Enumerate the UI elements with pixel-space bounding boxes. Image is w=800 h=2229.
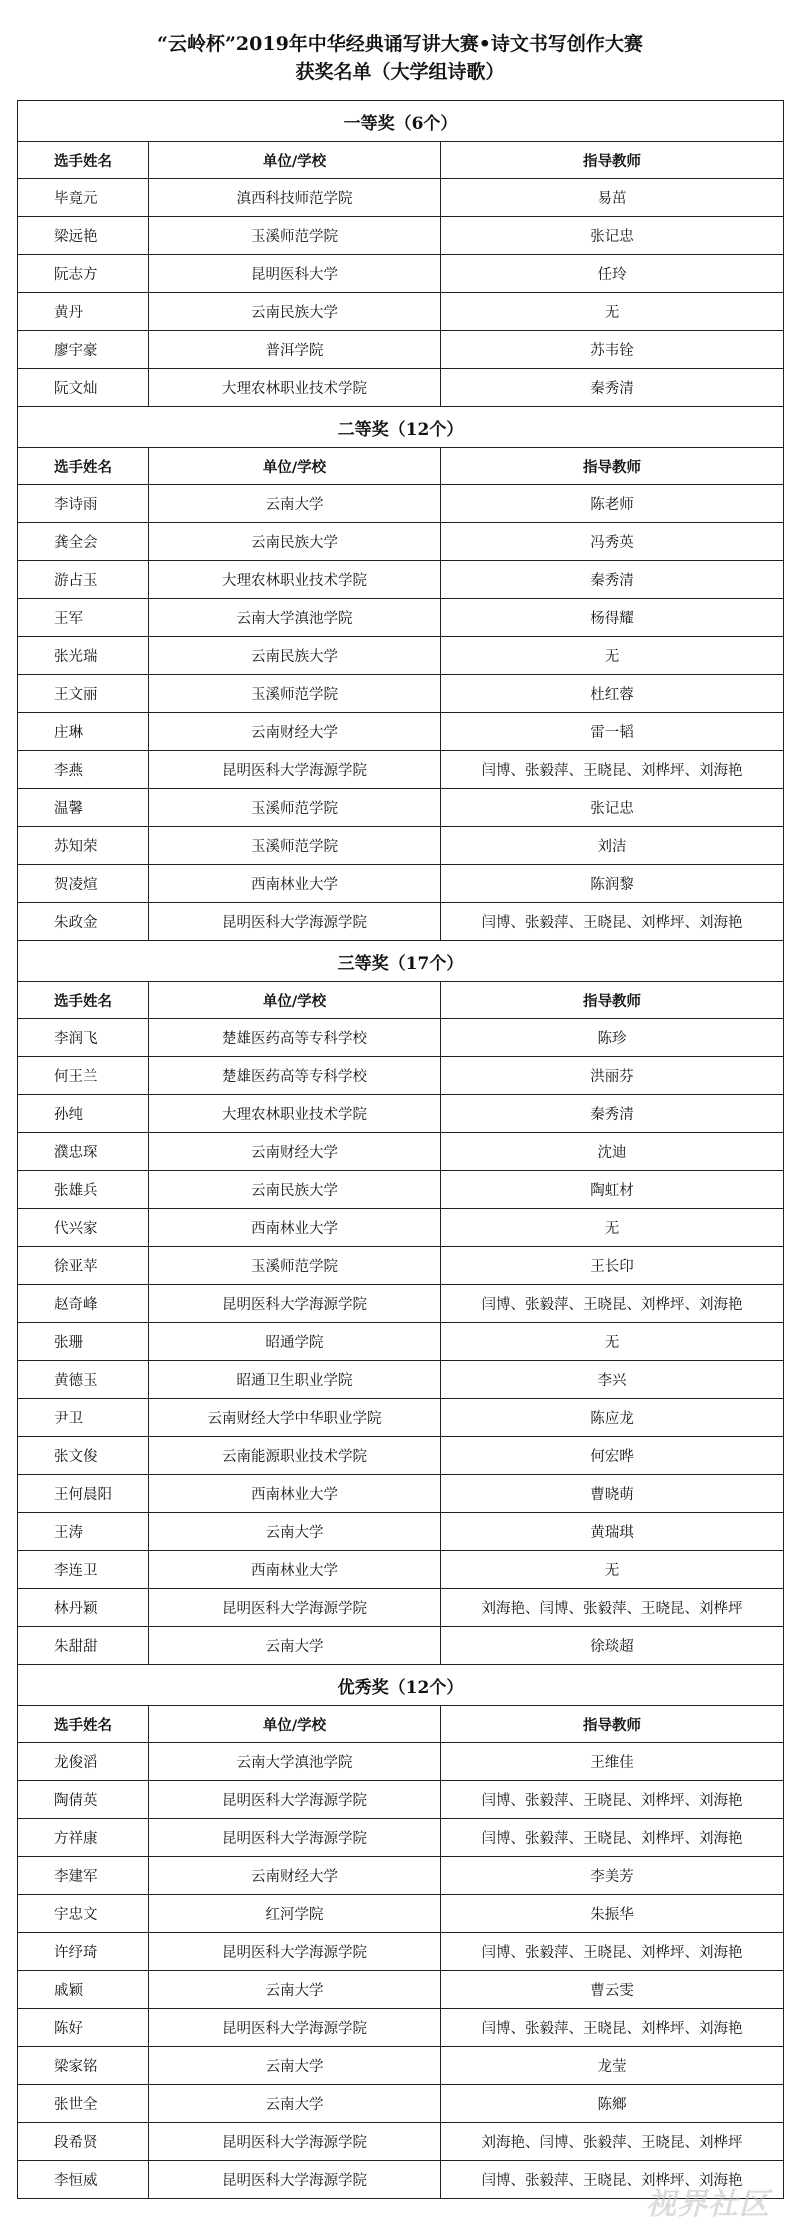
column-header-teacher: 指导教师 xyxy=(441,142,784,179)
cell-name: 阮志方 xyxy=(18,255,149,293)
cell-teacher: 冯秀英 xyxy=(441,523,784,561)
table-row xyxy=(18,1589,784,1627)
column-header-teacher: 指导教师 xyxy=(441,982,784,1019)
column-header-name: 选手姓名 xyxy=(18,982,149,1019)
column-header-row xyxy=(18,142,784,179)
cell-name: 黄德玉 xyxy=(18,1361,149,1399)
table-row xyxy=(18,1285,784,1323)
cell-name: 林丹颖 xyxy=(18,1589,149,1627)
section-title: 优秀奖（12个） xyxy=(18,1665,784,1706)
cell-name: 龙俊滔 xyxy=(18,1743,149,1781)
cell-unit: 大理农林职业技术学院 xyxy=(149,561,441,599)
cell-teacher: 秦秀清 xyxy=(441,369,784,407)
cell-teacher: 杜红蓉 xyxy=(441,675,784,713)
table-row xyxy=(18,1627,784,1665)
cell-unit: 昭通卫生职业学院 xyxy=(149,1361,441,1399)
column-header-name: 选手姓名 xyxy=(18,1706,149,1743)
column-header-unit: 单位/学校 xyxy=(149,448,441,485)
cell-teacher: 无 xyxy=(441,1209,784,1247)
cell-name: 朱政金 xyxy=(18,903,149,941)
table-row xyxy=(18,675,784,713)
cell-teacher: 苏韦铨 xyxy=(441,331,784,369)
cell-teacher: 闫博、张毅萍、王晓昆、刘桦坪、刘海艳 xyxy=(441,751,784,789)
column-header-name: 选手姓名 xyxy=(18,142,149,179)
cell-unit: 云南大学 xyxy=(149,1971,441,2009)
column-header-teacher: 指导教师 xyxy=(441,1706,784,1743)
cell-teacher: 刘海艳、闫博、张毅萍、王晓昆、刘桦坪 xyxy=(441,1589,784,1627)
table-row xyxy=(18,561,784,599)
cell-unit: 云南大学 xyxy=(149,1513,441,1551)
cell-unit: 西南林业大学 xyxy=(149,1551,441,1589)
document-title: “云岭杯”2019年中华经典诵写讲大赛•诗文书写创作大赛 xyxy=(157,33,643,55)
cell-teacher: 闫博、张毅萍、王晓昆、刘桦坪、刘海艳 xyxy=(441,1285,784,1323)
cell-unit: 昆明医科大学海源学院 xyxy=(149,1819,441,1857)
column-header-teacher: 指导教师 xyxy=(441,448,784,485)
table-row xyxy=(18,523,784,561)
column-header-row xyxy=(18,982,784,1019)
table-row xyxy=(18,751,784,789)
table-row xyxy=(18,789,784,827)
table-row xyxy=(18,827,784,865)
cell-name: 温馨 xyxy=(18,789,149,827)
cell-name: 廖宇豪 xyxy=(18,331,149,369)
cell-teacher: 陈应龙 xyxy=(441,1399,784,1437)
cell-teacher: 秦秀清 xyxy=(441,561,784,599)
table-row xyxy=(18,1057,784,1095)
cell-name: 李润飞 xyxy=(18,1019,149,1057)
table-row xyxy=(18,179,784,217)
cell-teacher: 闫博、张毅萍、王晓昆、刘桦坪、刘海艳 xyxy=(441,903,784,941)
cell-unit: 云南民族大学 xyxy=(149,1171,441,1209)
column-header-row xyxy=(18,448,784,485)
table-row xyxy=(18,1781,784,1819)
cell-name: 张文俊 xyxy=(18,1437,149,1475)
table-row xyxy=(18,1133,784,1171)
cell-unit: 普洱学院 xyxy=(149,331,441,369)
cell-teacher: 曹晓萌 xyxy=(441,1475,784,1513)
table-row xyxy=(18,1971,784,2009)
table-row xyxy=(18,637,784,675)
cell-teacher: 易茁 xyxy=(441,179,784,217)
cell-name: 阮文灿 xyxy=(18,369,149,407)
cell-teacher: 张记忠 xyxy=(441,789,784,827)
column-header-row xyxy=(18,1706,784,1743)
section-title: 一等奖（6个） xyxy=(18,101,784,142)
cell-teacher: 雷一韬 xyxy=(441,713,784,751)
cell-unit: 云南大学滇池学院 xyxy=(149,599,441,637)
cell-unit: 昆明医科大学 xyxy=(149,255,441,293)
cell-name: 苏知荣 xyxy=(18,827,149,865)
cell-unit: 云南财经大学中华职业学院 xyxy=(149,1399,441,1437)
cell-name: 许纾琦 xyxy=(18,1933,149,1971)
cell-teacher: 闫博、张毅萍、王晓昆、刘桦坪、刘海艳 xyxy=(441,1819,784,1857)
cell-name: 李燕 xyxy=(18,751,149,789)
table-row xyxy=(18,255,784,293)
table-row xyxy=(18,599,784,637)
column-header-unit: 单位/学校 xyxy=(149,982,441,1019)
table-row xyxy=(18,1743,784,1781)
cell-unit: 大理农林职业技术学院 xyxy=(149,369,441,407)
cell-unit: 昆明医科大学海源学院 xyxy=(149,1589,441,1627)
cell-unit: 云南大学 xyxy=(149,2047,441,2085)
cell-name: 王文丽 xyxy=(18,675,149,713)
section-header-row xyxy=(18,941,784,982)
cell-name: 李恒威 xyxy=(18,2161,149,2199)
cell-unit: 昆明医科大学海源学院 xyxy=(149,903,441,941)
cell-name: 庄琳 xyxy=(18,713,149,751)
section-title: 二等奖（12个） xyxy=(18,407,784,448)
cell-name: 张雄兵 xyxy=(18,1171,149,1209)
cell-name: 方祥康 xyxy=(18,1819,149,1857)
cell-teacher: 无 xyxy=(441,1323,784,1361)
cell-teacher: 曹云雯 xyxy=(441,1971,784,2009)
cell-unit: 云南大学滇池学院 xyxy=(149,1743,441,1781)
cell-teacher: 李兴 xyxy=(441,1361,784,1399)
cell-unit: 玉溪师范学院 xyxy=(149,827,441,865)
cell-unit: 云南大学 xyxy=(149,2085,441,2123)
cell-teacher: 朱振华 xyxy=(441,1895,784,1933)
cell-teacher: 陈润黎 xyxy=(441,865,784,903)
cell-name: 段希贤 xyxy=(18,2123,149,2161)
table-row xyxy=(18,1095,784,1133)
cell-name: 张世全 xyxy=(18,2085,149,2123)
cell-teacher: 刘海艳、闫博、张毅萍、王晓昆、刘桦坪 xyxy=(441,2123,784,2161)
cell-teacher: 张记忠 xyxy=(441,217,784,255)
cell-teacher: 刘洁 xyxy=(441,827,784,865)
cell-unit: 云南民族大学 xyxy=(149,523,441,561)
column-header-unit: 单位/学校 xyxy=(149,142,441,179)
cell-unit: 昆明医科大学海源学院 xyxy=(149,2123,441,2161)
cell-teacher: 王维佳 xyxy=(441,1743,784,1781)
cell-name: 濮忠琛 xyxy=(18,1133,149,1171)
table-row xyxy=(18,293,784,331)
cell-name: 孙纯 xyxy=(18,1095,149,1133)
cell-teacher: 黄瑞琪 xyxy=(441,1513,784,1551)
awards-table xyxy=(17,100,784,2199)
table-row xyxy=(18,1475,784,1513)
section-header-row xyxy=(18,1665,784,1706)
cell-name: 代兴家 xyxy=(18,1209,149,1247)
cell-unit: 玉溪师范学院 xyxy=(149,789,441,827)
table-row xyxy=(18,1819,784,1857)
document-header xyxy=(17,0,783,100)
cell-unit: 西南林业大学 xyxy=(149,1209,441,1247)
table-row xyxy=(18,2009,784,2047)
document-subtitle: 获奖名单（大学组诗歌） xyxy=(295,61,505,83)
cell-unit: 云南财经大学 xyxy=(149,1133,441,1171)
cell-name: 梁远艳 xyxy=(18,217,149,255)
table-row xyxy=(18,1437,784,1475)
cell-name: 赵奇峰 xyxy=(18,1285,149,1323)
cell-unit: 昆明医科大学海源学院 xyxy=(149,2009,441,2047)
cell-unit: 昆明医科大学海源学院 xyxy=(149,1933,441,1971)
cell-name: 尹卫 xyxy=(18,1399,149,1437)
cell-teacher: 杨得耀 xyxy=(441,599,784,637)
cell-teacher: 陈老师 xyxy=(441,485,784,523)
cell-teacher: 陶虹材 xyxy=(441,1171,784,1209)
cell-unit: 昭通学院 xyxy=(149,1323,441,1361)
document-page xyxy=(17,0,783,2199)
section-header-row xyxy=(18,407,784,448)
cell-unit: 大理农林职业技术学院 xyxy=(149,1095,441,1133)
table-row xyxy=(18,1171,784,1209)
cell-name: 张珊 xyxy=(18,1323,149,1361)
cell-unit: 玉溪师范学院 xyxy=(149,675,441,713)
cell-unit: 楚雄医药高等专科学校 xyxy=(149,1057,441,1095)
table-row xyxy=(18,2047,784,2085)
table-row xyxy=(18,1247,784,1285)
cell-teacher: 闫博、张毅萍、王晓昆、刘桦坪、刘海艳 xyxy=(441,1933,784,1971)
cell-teacher: 陈珍 xyxy=(441,1019,784,1057)
cell-unit: 云南大学 xyxy=(149,1627,441,1665)
cell-name: 李诗雨 xyxy=(18,485,149,523)
cell-name: 陈好 xyxy=(18,2009,149,2047)
cell-name: 戚颖 xyxy=(18,1971,149,2009)
cell-teacher: 龙莹 xyxy=(441,2047,784,2085)
table-row xyxy=(18,331,784,369)
section-title: 三等奖（17个） xyxy=(18,941,784,982)
table-row xyxy=(18,2085,784,2123)
cell-teacher: 无 xyxy=(441,293,784,331)
table-row xyxy=(18,1857,784,1895)
cell-name: 宇忠文 xyxy=(18,1895,149,1933)
table-row xyxy=(18,1513,784,1551)
table-row xyxy=(18,217,784,255)
cell-name: 毕竟元 xyxy=(18,179,149,217)
cell-teacher: 闫博、张毅萍、王晓昆、刘桦坪、刘海艳 xyxy=(441,1781,784,1819)
cell-teacher: 何宏晔 xyxy=(441,1437,784,1475)
cell-name: 朱甜甜 xyxy=(18,1627,149,1665)
cell-name: 游占玉 xyxy=(18,561,149,599)
table-row xyxy=(18,1933,784,1971)
table-row xyxy=(18,865,784,903)
cell-name: 李建军 xyxy=(18,1857,149,1895)
table-row xyxy=(18,1323,784,1361)
cell-unit: 西南林业大学 xyxy=(149,865,441,903)
column-header-name: 选手姓名 xyxy=(18,448,149,485)
cell-unit: 楚雄医药高等专科学校 xyxy=(149,1019,441,1057)
cell-unit: 云南民族大学 xyxy=(149,637,441,675)
column-header-unit: 单位/学校 xyxy=(149,1706,441,1743)
cell-name: 黄丹 xyxy=(18,293,149,331)
cell-unit: 红河学院 xyxy=(149,1895,441,1933)
cell-teacher: 王长印 xyxy=(441,1247,784,1285)
cell-name: 王何晨阳 xyxy=(18,1475,149,1513)
cell-teacher: 任玲 xyxy=(441,255,784,293)
table-row xyxy=(18,713,784,751)
cell-unit: 西南林业大学 xyxy=(149,1475,441,1513)
table-row xyxy=(18,485,784,523)
cell-unit: 云南民族大学 xyxy=(149,293,441,331)
table-row xyxy=(18,1361,784,1399)
table-row xyxy=(18,2123,784,2161)
cell-name: 徐亚苹 xyxy=(18,1247,149,1285)
cell-name: 李连卫 xyxy=(18,1551,149,1589)
cell-name: 何王兰 xyxy=(18,1057,149,1095)
table-row xyxy=(18,903,784,941)
table-row xyxy=(18,1895,784,1933)
section-header-row xyxy=(18,101,784,142)
cell-unit: 昆明医科大学海源学院 xyxy=(149,1285,441,1323)
cell-teacher: 无 xyxy=(441,637,784,675)
cell-name: 王军 xyxy=(18,599,149,637)
cell-unit: 云南财经大学 xyxy=(149,713,441,751)
cell-name: 梁家铭 xyxy=(18,2047,149,2085)
cell-teacher: 闫博、张毅萍、王晓昆、刘桦坪、刘海艳 xyxy=(441,2161,784,2199)
cell-teacher: 闫博、张毅萍、王晓昆、刘桦坪、刘海艳 xyxy=(441,2009,784,2047)
cell-unit: 云南财经大学 xyxy=(149,1857,441,1895)
table-row xyxy=(18,1209,784,1247)
cell-unit: 滇西科技师范学院 xyxy=(149,179,441,217)
cell-unit: 昆明医科大学海源学院 xyxy=(149,751,441,789)
watermark: 视界社区 xyxy=(646,2187,770,2222)
cell-name: 张光瑞 xyxy=(18,637,149,675)
cell-name: 王涛 xyxy=(18,1513,149,1551)
cell-unit: 昆明医科大学海源学院 xyxy=(149,1781,441,1819)
cell-teacher: 秦秀清 xyxy=(441,1095,784,1133)
cell-teacher: 李美芳 xyxy=(441,1857,784,1895)
cell-unit: 玉溪师范学院 xyxy=(149,1247,441,1285)
cell-teacher: 沈迪 xyxy=(441,1133,784,1171)
table-row xyxy=(18,1551,784,1589)
table-row xyxy=(18,369,784,407)
cell-unit: 玉溪师范学院 xyxy=(149,217,441,255)
cell-name: 贺凌煊 xyxy=(18,865,149,903)
table-row xyxy=(18,1399,784,1437)
cell-name: 龚全会 xyxy=(18,523,149,561)
cell-teacher: 陈鄉 xyxy=(441,2085,784,2123)
cell-teacher: 徐琰超 xyxy=(441,1627,784,1665)
cell-teacher: 无 xyxy=(441,1551,784,1589)
cell-unit: 云南能源职业技术学院 xyxy=(149,1437,441,1475)
cell-unit: 昆明医科大学海源学院 xyxy=(149,2161,441,2199)
cell-teacher: 洪丽芬 xyxy=(441,1057,784,1095)
cell-unit: 云南大学 xyxy=(149,485,441,523)
table-row xyxy=(18,1019,784,1057)
cell-name: 陶倩英 xyxy=(18,1781,149,1819)
